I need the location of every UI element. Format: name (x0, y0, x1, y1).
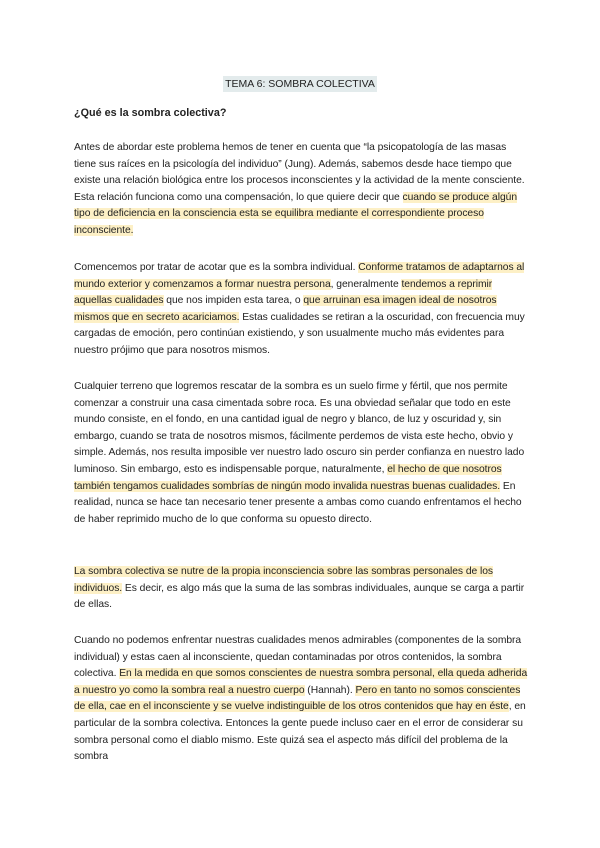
paragraph-text: Antes de abordar este problema hemos de tener en cuenta que “la psicopatología de las masas tiene sus raíces en la psicología del individuo” (Jung). Además, sabemos desde hace tiempo que existe una relación biológica entre los procesos inconscientes y la actividad de la mente consciente. Esta relación funciona como una compensación, lo que quiere decir que (74, 142, 525, 203)
title-row (0, 74, 600, 92)
highlighted-text: En la medida en que somos conscientes de nuestra sombra personal, ella queda adherida a nuestro yo como la sombra real a nuestro cuerpo (74, 668, 528, 696)
section-heading: ¿Qué es la sombra colectiva? (74, 107, 227, 119)
paragraph-text: , generalmente (330, 278, 402, 290)
highlighted-text: La sombra colectiva se nutre de la propia inconsciencia sobre las sombras personales de los individuos. (74, 566, 493, 594)
paragraph-text: En realidad, nunca se hace tan necesario tener presente a ambas como cuando enfrentamos el hecho de haber reprimido mucho de lo que conforma su opuesto directo. (74, 480, 522, 525)
paragraph-text: (Hannah). (304, 684, 356, 696)
paragraph-text: Comencemos por tratar de acotar que es la sombra individual. (74, 262, 359, 273)
paragraph (74, 564, 530, 614)
document-title: TEMA 6: SOMBRA COLECTIVA (225, 78, 375, 90)
paragraph (74, 260, 530, 360)
highlighted-text: el hecho de que nosotros también tengamos cualidades sombrías de ningún modo invalida nuestras buenas cualidades. (74, 463, 502, 492)
highlighted-text: que arruinan esa imagen ideal de nosotros mismos que en secreto acariciamos. (74, 295, 497, 323)
paragraph-text: Estas cualidades se retiran a la oscuridad, con frecuencia muy cargadas de emoción, pero continúan existiendo, y son usualmente mucho más evidentes para nuestro prójimo que para nosotros mismos. (74, 311, 525, 356)
highlighted-text: Pero en tanto no somos conscientes de ella, cae en el inconsciente y se vuelve indistinguible de los otros contenidos que hay en éste (74, 684, 521, 713)
paragraph (74, 379, 530, 528)
paragraph (74, 633, 530, 766)
paragraph-text: Cuando no podemos enfrentar nuestras cualidades menos admirables (componentes de la sombra individual) y estas caen al inconsciente, quedan contaminadas por otros contenidos, la sombra colectiva. (74, 635, 522, 680)
paragraph-text: que nos impiden esta tarea, o (163, 295, 304, 307)
paragraph (74, 140, 530, 240)
highlighted-text: cuando se produce algún tipo de deficiencia en la consciencia esta se equilibra mediante el correspondiente proceso inconsciente. (74, 191, 517, 236)
paragraph-text: Es decir, es algo más que la suma de las sombras individuales, aunque se carga a partir de ellas. (74, 582, 525, 611)
highlighted-text: tendemos a reprimir aquellas cualidades (74, 278, 493, 307)
highlighted-text: Conforme tratamos de adaptarnos al mundo exterior y comenzamos a formar nuestra persona (74, 262, 525, 290)
paragraph-text: , en particular de la sombra colectiva. Entonces la gente puede incluso caer en el error de considerar su sombra personal como el diablo mismo. Este quizá sea el aspecto más difícil del problema de la sombra (74, 701, 526, 763)
paragraph-text: Cualquier terreno que logremos rescatar de la sombra es un suelo firme y fértil, que nos permite comenzar a construir una casa cimentada sobre roca. Es una obviedad señalar que todo en este mundo consiste, en el fondo, en una cantidad igual de negro y blanco, de luz y oscuridad y, sin embargo, cuando se trata de nosotros mismos, fácilmente perdemos de vista este hecho, obvio y simple. Además, nos resulta imposible ver nuestro lado oscuro sin perder confianza en nuestro lado luminoso. Sin embargo, esto es indispensable porque, naturalmente, (74, 381, 525, 475)
